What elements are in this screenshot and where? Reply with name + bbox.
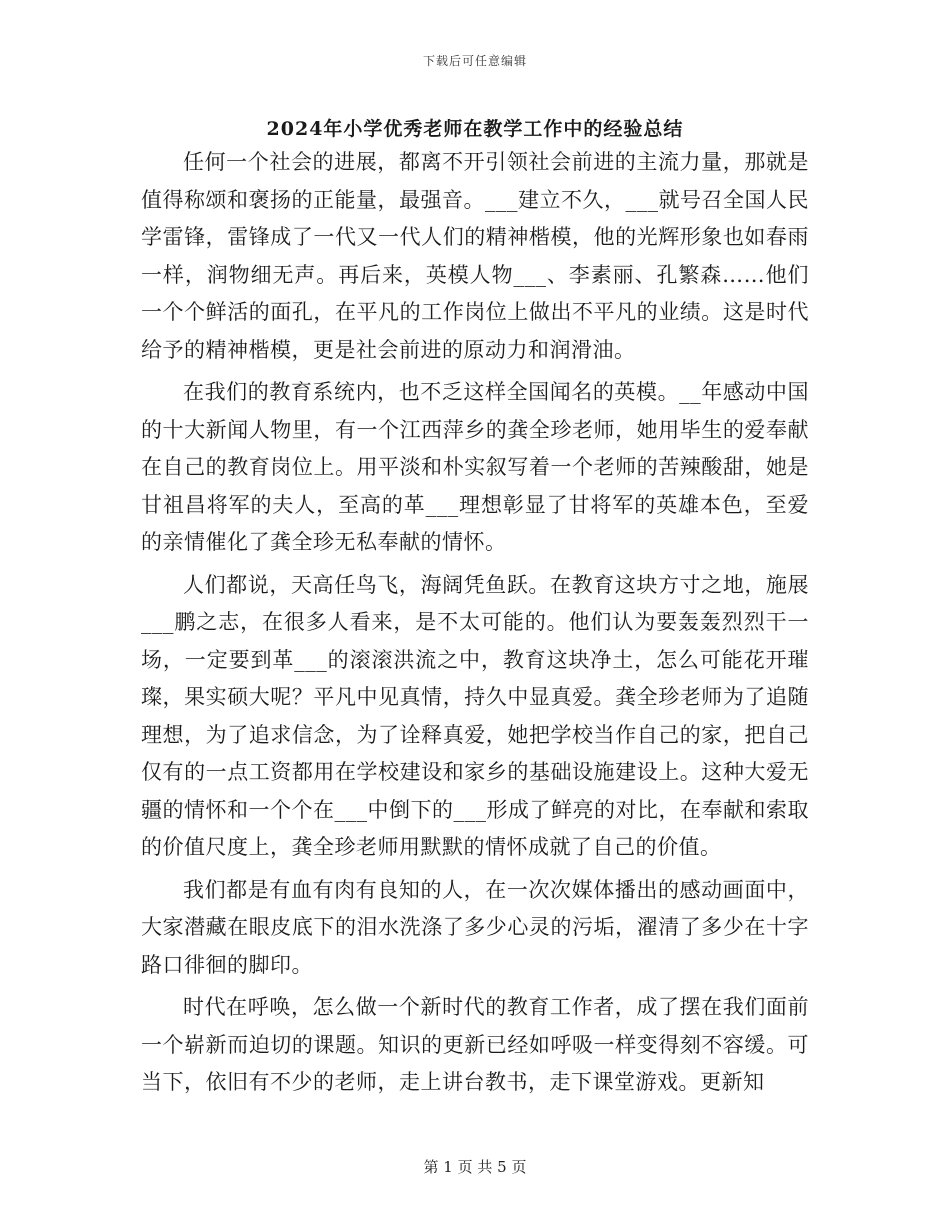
- document-title: 2024年小学优秀老师在教学工作中的经验总结: [266, 118, 684, 140]
- paragraph-4: 我们都是有血有肉有良知的人，在一次次媒体播出的感动画面中，大家潜藏在眼皮底下的泪水洗涤了多少心灵的污垢，濯清了多少在十字路口徘徊的脚印。: [141, 877, 809, 977]
- paragraph-3: 人们都说，天高任鸟飞，海阔凭鱼跃。在教育这块方寸之地，施展___鹏之志，在很多人看来，是不太可能的。他们认为要轰轰烈烈干一场，一定要到革___的滚滚洪流之中，教育这块净土，怎么可能花开璀璨，果实硕大呢？平凡中见真情，持久中显真爱。龚全珍老师为了追随理想，为了追求信念，为了诠释真爱，她把学校当作自己的家，把自己仅有的一点工资都用在学校建设和家乡的基础设施建设上。这种大爱无疆的情怀和一个个在___中倒下的___形成了鲜亮的对比，在奉献和索取的价值尺度上，龚全珍老师用默默的情怀成就了自己的价值。: [141, 572, 809, 859]
- header-note: 下载后可任意编辑: [422, 54, 527, 68]
- page-indicator: 第 1 页 共 5 页: [423, 1158, 527, 1176]
- paragraph-2: 在我们的教育系统内，也不乏这样全国闻名的英模。__年感动中国的十大新闻人物里，有一个江西萍乡的龚全珍老师，她用毕生的爱奉献在自己的教育岗位上。用平淡和朴实叙写着一个老师的苦辣酸甜，她是甘祖昌将军的夫人，至高的革___理想彰显了甘将军的英雄本色，至爱的亲情催化了龚全珍无私奉献的情怀。: [141, 380, 809, 554]
- paragraph-5: 时代在呼唤，怎么做一个新时代的教育工作者，成了摆在我们面前一个崭新而迫切的课题。知识的更新已经如呼吸一样变得刻不容缓。可当下，依旧有不少的老师，走上讲台教书，走下课堂游戏。更新知: [141, 995, 809, 1094]
- paragraph-1: 任何一个社会的进展，都离不开引领社会前进的主流力量，那就是值得称颂和褒扬的正能量，最强音。___建立不久，___就号召全国人民学雷锋，雷锋成了一代又一代人们的精神楷模，他的光辉形象也如春雨一样，润物细无声。再后来，英模人物___、李素丽、孔繁森……他们一个个鲜活的面孔，在平凡的工作岗位上做出不平凡的业绩。这是时代给予的精神楷模，更是社会前进的原动力和润滑油。: [141, 150, 809, 362]
- document-body: [141, 144, 809, 1102]
